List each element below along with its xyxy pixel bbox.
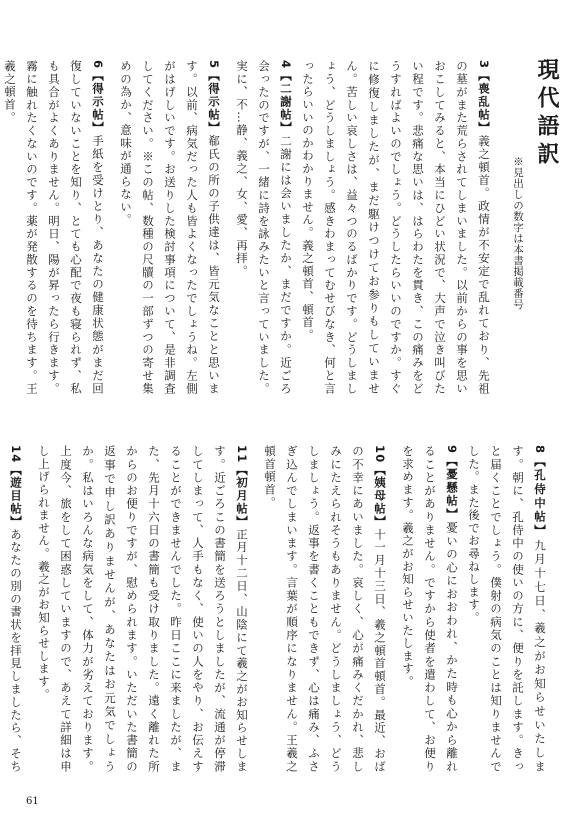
letter-entry-text: 九月十七日、羲之がお知らせいたします。朝に、孔侍中の使いの方に、便りを託します。きっと届くことでしょう。僕射の病気のことは知りませんでした。また後でお尋ねします。 (467, 445, 547, 773)
letter-entry-text: 正月十二日、山陰にて羲之がお知らせします。近ごろこの書簡を送ろうとしましたが、流通が停滞してしまって、人手もなく、使いの人をやり、お伝えすることができませんでした。昨日ここに来ましたが、また、先月十六日の書簡も受け取りました。遠く離れた所からのお便りですが、慰められます。いただいた書簡の返事で申し訳ありませんが、あなたはお元気でしょうか。私はいろんな病気をして、体力が劣えております。上度今、旅をして困惑していますので、あえて詳細は申し上げられません。羲之がお知らせします。 (37, 445, 249, 774)
lower-entry-list (0, 445, 551, 773)
letter-entry (0, 60, 109, 395)
letter-entry (0, 445, 27, 773)
letter-entry (259, 445, 391, 773)
letter-entry-heading: 9【憂懸帖】 (445, 445, 459, 522)
letter-entry-text: 義之頓首。政情が不安定で乱れており、先祖の墓がまた荒らされてしまいました。以前からの事を思いおこしてみると、本当にひどい状況で、大声で泣き叫びたい程です。悲痛な思いは、はらわたを貫き、この痛みをどうすればよいのでしょう。どうしたらいいのですか。すぐに修復しましたが、まだ駆けつけてお参りもしていません。苦しい哀しさは、益々つのるばかりです。どうしましょう、どうしましょう。感きわまってむせびなき、何と言ったらいいのかわかりません。義之頓首、頓首。 (301, 60, 491, 395)
lower-text-block (9, 445, 551, 774)
letter-entry-heading: 11【初月帖】 (235, 445, 249, 529)
letter-entry (397, 445, 463, 773)
letter-entry-heading: 3【喪乱帖】 (477, 60, 491, 135)
letter-entry-text: 憂いの心におおわれ、かた時も心から離れることがありません。ですから使者を遣わして、お便りを求めます。羲之がお知らせいたします。 (401, 445, 459, 773)
page-title: 現代語訳 (534, 58, 559, 170)
letter-entry (231, 60, 297, 395)
page-number: 61 (26, 796, 39, 807)
letter-entry-text: あなたの別の書状を拝見しましたら、そち (9, 528, 23, 774)
letter-entry (463, 445, 551, 773)
letter-entry (33, 445, 253, 773)
letter-entry-heading: 6【得示帖】 (91, 60, 105, 135)
letter-entry-heading: 10【姨母帖】 (373, 445, 387, 529)
heading-note: ※見出しの数字は本書掲載番号 (512, 156, 524, 310)
letter-entry-heading: 5【得示帖】 (207, 60, 221, 135)
letter-entry-heading: 14【遊目帖】 (9, 445, 23, 529)
letter-entry-text: 二謝には会いましたか、まだですか。近ごろ会ったのですが、一緒に詩を詠みたいと言っていました。実に、不…静、義之、女、愛、再拝。 (235, 60, 293, 395)
letter-entry-heading: 4【二謝帖】 (279, 60, 293, 135)
upper-text-block (3, 60, 495, 395)
letter-entry-text: 郗氏の所の子供達は、皆元気なことと思います。以前、病気だった人も皆よくなったでしょうね。左側がはげしいです。お送りした検討事項について、是非調査してください。※この帖、数種の尺牘の一部ずつの寄せ集めの為か、意味が通らない。 (119, 60, 221, 395)
letter-entry-heading: 8【孔侍中帖】 (533, 445, 547, 539)
letter-entry (297, 60, 495, 395)
letter-entry-text: 手紙を受けとり、あなたの健康状態がまだ回復していないことを知り、とても心配で夜も寝られず、私も具合がよくありません。明日、陽が昇ったら行きます。霧に触れたくないのです。薬が発散するのを待ちます。王羲之頓首。 (3, 60, 105, 395)
upper-entry-list (0, 60, 495, 395)
letter-entry (115, 60, 225, 395)
letter-entry-text: 十一月十三日、羲之頓首頓首。最近、おばの不幸にあいました。哀しく、心が痛みくだかれ、悲しみにたえられそうもありません。どうしましょう、どうしましょう。返事を書くこともできず、心は痛み、ふさぎ込んでしまいます。言葉が順序になりません。王羲之頓首頓首。 (263, 445, 387, 774)
